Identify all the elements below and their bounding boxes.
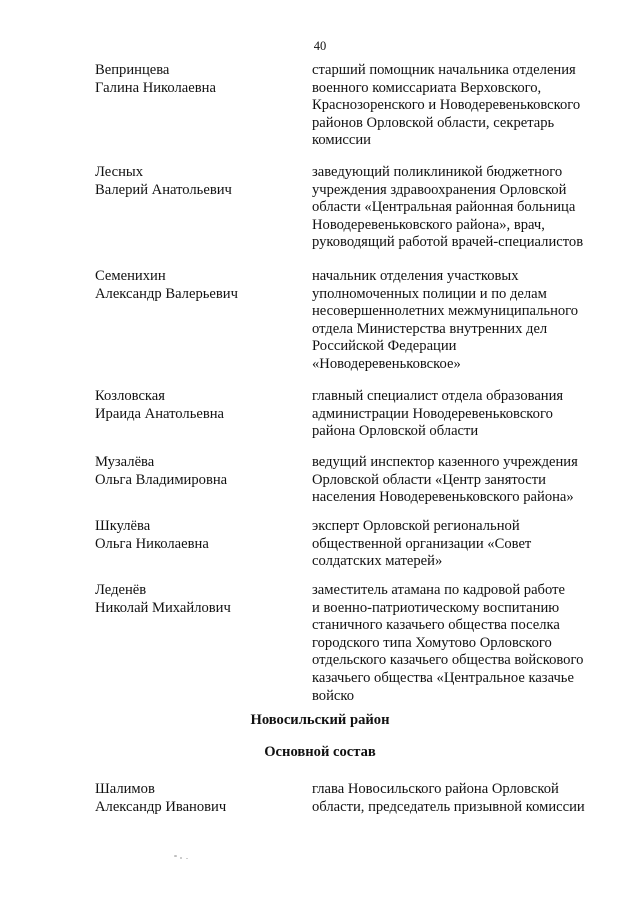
member-role-line: руководящий работой врачей-специалистов bbox=[312, 234, 584, 251]
member-role bbox=[312, 62, 612, 150]
member-role-line: области «Центральная районная больница bbox=[312, 199, 576, 216]
member-name-line: Ираида Анатольевна bbox=[95, 405, 225, 422]
member-role-line: старший помощник начальника отделения bbox=[312, 62, 576, 78]
member-name-line: Шкулёва bbox=[95, 518, 151, 534]
member-role-line: Орловской области «Центр занятости bbox=[312, 471, 546, 488]
member-role-line: и военно-патриотическому воспитанию bbox=[312, 599, 560, 616]
member-role-line: области, председатель призывной комиссии bbox=[312, 798, 585, 815]
member-role-line: военного комиссариата Верховского, bbox=[312, 79, 542, 96]
member-role bbox=[312, 268, 612, 374]
member-role bbox=[312, 582, 612, 705]
member-name bbox=[95, 582, 295, 617]
member-name-line: Валерий Анатольевич bbox=[95, 181, 232, 198]
member-name-line: Козловская bbox=[95, 388, 165, 404]
member-role-line: станичного казачьего общества поселка bbox=[312, 617, 560, 634]
member-role-line: комиссии bbox=[312, 132, 371, 149]
member-role-line: ведущий инспектор казенного учреждения bbox=[312, 454, 578, 470]
member-role-line: войско bbox=[312, 687, 355, 704]
member-role bbox=[312, 454, 612, 507]
section-heading: Новосильский район bbox=[250, 712, 390, 728]
member-role-line: Краснозоренского и Новодеревеньковского bbox=[312, 97, 581, 114]
scan-speck bbox=[186, 858, 188, 859]
member-role-line: эксперт Орловской региональной bbox=[312, 518, 520, 534]
member-role-line: районов Орловской области, секретарь bbox=[312, 114, 555, 131]
member-role-line: Новодеревеньковского района», врач, bbox=[312, 216, 545, 233]
member-role-line: района Орловской области bbox=[312, 423, 479, 440]
member-role-line: Российской Федерации bbox=[312, 338, 457, 355]
member-role-line: общественной организации «Совет bbox=[312, 535, 532, 552]
member-name-line: Шалимов bbox=[95, 781, 155, 797]
member-name bbox=[95, 781, 295, 816]
member-role-line: отдела Министерства внутренних дел bbox=[312, 320, 548, 337]
member-role bbox=[312, 164, 612, 252]
member-role-line: уполномоченных полиции и по делам bbox=[312, 285, 547, 302]
member-role-line: «Новодеревеньковское» bbox=[312, 355, 461, 372]
member-name bbox=[95, 518, 295, 553]
member-name-line: Александр Валерьевич bbox=[95, 285, 238, 302]
member-role-line: солдатских матерей» bbox=[312, 553, 443, 570]
member-role-line: заместитель атамана по кадровой работе bbox=[312, 582, 565, 598]
member-role-line: главный специалист отдела образования bbox=[312, 388, 564, 404]
member-name bbox=[95, 62, 295, 97]
member-name-line: Александр Иванович bbox=[95, 798, 227, 815]
member-role bbox=[312, 388, 612, 441]
member-name bbox=[95, 268, 295, 303]
member-name-line: Музалёва bbox=[95, 454, 155, 470]
member-name-line: Ольга Владимировна bbox=[95, 471, 228, 488]
member-name-line: Ольга Николаевна bbox=[95, 535, 209, 552]
member-role bbox=[312, 781, 612, 816]
member-role-line: казачьего общества «Центральное казачье bbox=[312, 669, 574, 686]
member-role-line: учреждения здравоохранения Орловской bbox=[312, 181, 567, 198]
member-name-line: Галина Николаевна bbox=[95, 79, 216, 96]
member-role-line: администрации Новодеревеньковского bbox=[312, 405, 553, 422]
member-name-line: Лесных bbox=[95, 164, 144, 180]
member-role-line: населения Новодеревеньковского района» bbox=[312, 489, 574, 506]
member-name-line: Леденёв bbox=[95, 582, 147, 598]
member-role bbox=[312, 518, 612, 571]
member-name-line: Николай Михайлович bbox=[95, 599, 231, 616]
member-role-line: несовершеннолетних межмуниципального bbox=[312, 303, 579, 320]
member-role-line: заведующий поликлиникой бюджетного bbox=[312, 164, 563, 180]
subsection-heading: Основной состав bbox=[264, 744, 376, 760]
member-name-line: Семенихин bbox=[95, 268, 166, 284]
member-role-line: отдельского казачьего общества войскового bbox=[312, 652, 584, 669]
scan-speck bbox=[180, 857, 182, 859]
member-name-line: Вепринцева bbox=[95, 62, 170, 78]
member-name bbox=[95, 388, 295, 423]
member-role-line: городского типа Хомутово Орловского bbox=[312, 634, 552, 651]
member-name bbox=[95, 164, 295, 199]
member-role-line: глава Новосильского района Орловской bbox=[312, 781, 559, 797]
scan-speck bbox=[174, 855, 177, 857]
member-name bbox=[95, 454, 295, 489]
page-number: 40 bbox=[313, 39, 327, 53]
member-role-line: начальник отделения участковых bbox=[312, 268, 519, 284]
